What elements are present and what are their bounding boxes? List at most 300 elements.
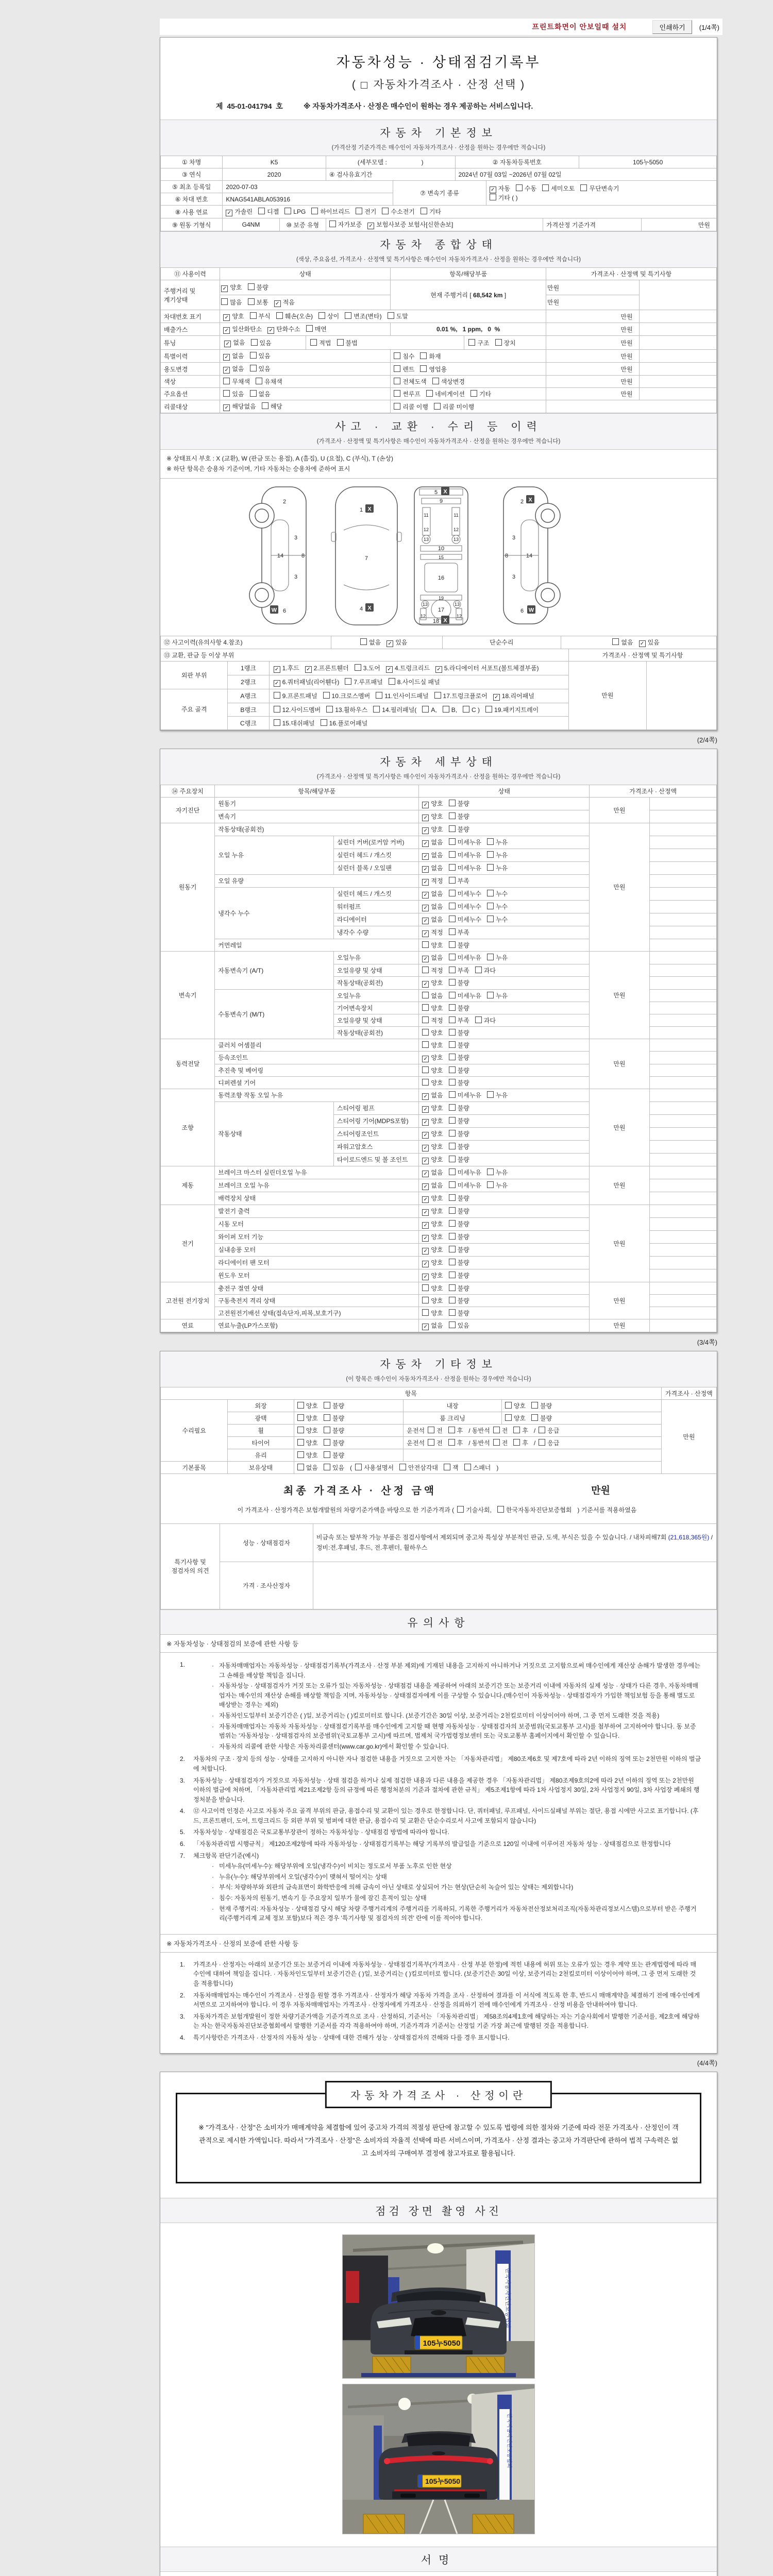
checkbox[interactable]: ✓ xyxy=(267,327,274,334)
checkbox-option[interactable] xyxy=(422,1219,443,1229)
checkbox-option[interactable] xyxy=(310,338,331,347)
checkbox[interactable] xyxy=(449,812,456,819)
checkbox[interactable]: ✓ xyxy=(422,1158,429,1164)
checkbox-option[interactable] xyxy=(475,1016,496,1025)
checkbox-option[interactable] xyxy=(223,377,250,386)
checkbox-option[interactable] xyxy=(449,1296,469,1305)
checkbox-option[interactable] xyxy=(612,638,633,647)
checkbox[interactable] xyxy=(449,1284,456,1291)
checkbox[interactable] xyxy=(449,941,456,948)
checkbox[interactable] xyxy=(420,365,427,372)
checkbox[interactable] xyxy=(449,1029,456,1036)
checkbox-option[interactable] xyxy=(457,1505,492,1515)
checkbox[interactable] xyxy=(516,184,523,191)
checkbox[interactable] xyxy=(449,1079,456,1086)
checkbox-option[interactable] xyxy=(221,283,242,292)
checkbox-option[interactable] xyxy=(449,812,469,821)
checkbox[interactable] xyxy=(297,1451,304,1458)
checkbox[interactable]: ✓ xyxy=(422,1056,429,1062)
checkbox-option[interactable] xyxy=(449,953,481,962)
checkbox[interactable] xyxy=(449,1194,456,1201)
checkbox[interactable]: ✓ xyxy=(422,981,429,988)
checkbox-option[interactable] xyxy=(432,377,465,386)
checkbox[interactable] xyxy=(355,1464,362,1470)
checkbox[interactable] xyxy=(449,825,456,832)
checkbox-option[interactable] xyxy=(262,402,282,411)
checkbox[interactable] xyxy=(324,1427,330,1433)
checkbox[interactable] xyxy=(251,339,258,346)
checkbox[interactable] xyxy=(422,1309,429,1316)
checkbox[interactable] xyxy=(448,1427,455,1433)
checkbox-option[interactable] xyxy=(250,364,271,373)
checkbox-option[interactable] xyxy=(448,1426,463,1435)
checkbox-option[interactable] xyxy=(449,876,469,885)
checkbox[interactable] xyxy=(326,706,333,713)
checkbox[interactable] xyxy=(394,352,400,359)
checkbox[interactable] xyxy=(487,1181,494,1188)
checkbox-option[interactable] xyxy=(388,312,408,320)
checkbox-option[interactable] xyxy=(449,1207,469,1215)
checkbox-option[interactable] xyxy=(449,889,481,898)
checkbox[interactable] xyxy=(274,692,280,699)
checkbox-option[interactable] xyxy=(449,1168,481,1177)
checkbox[interactable]: ✓ xyxy=(221,285,228,292)
checkbox[interactable] xyxy=(449,1041,456,1048)
checkbox[interactable] xyxy=(490,194,496,200)
checkbox-option[interactable] xyxy=(449,1116,469,1125)
checkbox-option[interactable] xyxy=(394,377,426,386)
checkbox-option[interactable] xyxy=(448,1438,463,1447)
checkbox[interactable] xyxy=(394,390,400,397)
checkbox[interactable] xyxy=(422,706,429,713)
checkbox[interactable]: ✓ xyxy=(422,1324,429,1330)
checkbox-option[interactable] xyxy=(422,863,443,873)
checkbox[interactable] xyxy=(468,339,475,346)
checkbox-option[interactable] xyxy=(505,1401,526,1410)
checkbox[interactable] xyxy=(449,1272,456,1278)
checkbox-option[interactable] xyxy=(420,365,447,374)
checkbox-option[interactable] xyxy=(223,389,244,398)
checkbox[interactable]: ✓ xyxy=(386,666,393,673)
print-notice[interactable]: 프린트화면이 안보일때 설치 xyxy=(532,23,627,31)
checkbox-option[interactable] xyxy=(226,207,253,216)
checkbox-option[interactable] xyxy=(422,825,443,834)
checkbox-option[interactable] xyxy=(422,966,443,975)
checkbox-option[interactable] xyxy=(639,638,660,647)
checkbox[interactable]: ✓ xyxy=(422,1119,429,1126)
checkbox[interactable] xyxy=(487,916,494,922)
checkbox[interactable]: ✓ xyxy=(223,354,230,361)
checkbox[interactable] xyxy=(449,928,456,935)
checkbox-option[interactable] xyxy=(449,1053,469,1062)
checkbox-option[interactable] xyxy=(449,1041,469,1049)
checkbox-option[interactable] xyxy=(422,1181,443,1190)
checkbox[interactable] xyxy=(449,838,456,845)
print-button[interactable]: 인쇄하기 xyxy=(652,20,692,34)
checkbox-option[interactable] xyxy=(470,389,491,398)
checkbox[interactable] xyxy=(449,890,456,896)
checkbox-option[interactable] xyxy=(422,978,443,988)
checkbox[interactable] xyxy=(329,221,336,227)
checkbox[interactable] xyxy=(449,916,456,922)
checkbox-option[interactable] xyxy=(464,1463,491,1472)
checkbox[interactable]: ✓ xyxy=(422,918,429,924)
checkbox-option[interactable] xyxy=(434,691,488,700)
checkbox[interactable]: ✓ xyxy=(422,866,429,873)
checkbox-option[interactable] xyxy=(386,638,407,647)
checkbox[interactable]: ✓ xyxy=(226,210,232,216)
checkbox[interactable] xyxy=(297,1439,304,1446)
checkbox[interactable]: ✓ xyxy=(422,1209,429,1216)
checkbox[interactable]: ✓ xyxy=(422,1132,429,1139)
checkbox[interactable] xyxy=(422,1016,429,1023)
checkbox-option[interactable] xyxy=(422,1321,443,1330)
checkbox-option[interactable] xyxy=(422,851,443,860)
checkbox[interactable]: ✓ xyxy=(422,815,429,821)
checkbox-option[interactable] xyxy=(274,664,299,673)
checkbox[interactable] xyxy=(513,1427,520,1433)
checkbox[interactable] xyxy=(262,402,268,409)
checkbox[interactable] xyxy=(323,692,330,699)
checkbox-option[interactable] xyxy=(487,915,508,924)
checkbox-option[interactable] xyxy=(487,1091,508,1099)
checkbox-option[interactable] xyxy=(422,991,443,1000)
checkbox-option[interactable] xyxy=(248,298,268,307)
checkbox[interactable] xyxy=(505,1414,512,1421)
checkbox[interactable]: ✓ xyxy=(274,666,280,673)
checkbox-option[interactable] xyxy=(422,928,443,937)
checkbox-option[interactable] xyxy=(422,1016,443,1025)
checkbox-option[interactable] xyxy=(449,1194,469,1202)
checkbox-option[interactable] xyxy=(422,1245,443,1255)
checkbox[interactable] xyxy=(422,1066,429,1073)
checkbox[interactable] xyxy=(297,1464,304,1470)
checkbox[interactable]: ✓ xyxy=(422,930,429,937)
checkbox-option[interactable] xyxy=(251,338,272,347)
checkbox-option[interactable] xyxy=(531,1401,552,1410)
checkbox-option[interactable] xyxy=(449,991,481,1000)
checkbox[interactable]: ✓ xyxy=(490,187,496,193)
checkbox-option[interactable] xyxy=(324,1426,344,1435)
checkbox[interactable] xyxy=(470,390,477,397)
checkbox-option[interactable] xyxy=(468,338,489,347)
checkbox-option[interactable] xyxy=(487,838,508,846)
checkbox[interactable] xyxy=(531,1402,538,1409)
checkbox-option[interactable] xyxy=(580,184,619,193)
checkbox[interactable] xyxy=(373,706,380,713)
checkbox[interactable] xyxy=(345,678,351,685)
checkbox-option[interactable] xyxy=(267,325,300,334)
checkbox-option[interactable] xyxy=(449,825,469,834)
checkbox[interactable] xyxy=(475,967,482,973)
checkbox[interactable] xyxy=(420,352,427,359)
checkbox[interactable] xyxy=(487,851,494,858)
checkbox-option[interactable] xyxy=(422,1155,443,1164)
checkbox[interactable] xyxy=(256,378,262,384)
checkbox[interactable] xyxy=(505,1402,512,1409)
checkbox-option[interactable] xyxy=(434,402,474,411)
checkbox[interactable] xyxy=(434,403,441,410)
checkbox-option[interactable] xyxy=(449,1155,469,1164)
checkbox[interactable] xyxy=(487,954,494,960)
checkbox-option[interactable] xyxy=(487,953,508,962)
checkbox-option[interactable] xyxy=(311,207,350,216)
checkbox-option[interactable] xyxy=(223,325,262,334)
checkbox[interactable] xyxy=(376,692,382,699)
checkbox[interactable]: ✓ xyxy=(422,827,429,834)
checkbox-option[interactable] xyxy=(422,1309,443,1317)
checkbox-option[interactable] xyxy=(421,207,441,216)
checkbox-option[interactable] xyxy=(422,1168,443,1177)
checkbox-option[interactable] xyxy=(224,338,245,347)
checkbox[interactable] xyxy=(487,838,494,845)
checkbox[interactable] xyxy=(449,1104,456,1111)
checkbox[interactable] xyxy=(449,800,456,806)
checkbox[interactable] xyxy=(250,365,257,371)
checkbox-option[interactable] xyxy=(513,1426,528,1435)
checkbox[interactable]: ✓ xyxy=(422,879,429,886)
checkbox[interactable] xyxy=(394,365,400,372)
checkbox-option[interactable] xyxy=(422,876,443,886)
checkbox[interactable] xyxy=(487,890,494,896)
checkbox-option[interactable] xyxy=(274,298,295,307)
checkbox-option[interactable] xyxy=(505,1414,526,1422)
checkbox-option[interactable] xyxy=(324,1451,344,1460)
checkbox-option[interactable] xyxy=(449,1142,469,1151)
checkbox[interactable] xyxy=(324,1464,330,1470)
checkbox[interactable] xyxy=(449,1156,456,1162)
checkbox-option[interactable] xyxy=(297,1414,318,1422)
checkbox[interactable] xyxy=(513,1439,520,1446)
checkbox-option[interactable] xyxy=(449,902,481,911)
checkbox-option[interactable] xyxy=(422,1296,443,1305)
checkbox[interactable] xyxy=(297,1414,304,1421)
checkbox-option[interactable] xyxy=(376,691,428,700)
checkbox[interactable] xyxy=(432,378,439,384)
checkbox[interactable] xyxy=(394,403,400,410)
checkbox[interactable] xyxy=(449,1168,456,1175)
checkbox-option[interactable] xyxy=(337,338,358,347)
checkbox[interactable]: ✓ xyxy=(422,892,429,899)
checkbox[interactable] xyxy=(457,1506,464,1513)
checkbox-option[interactable] xyxy=(422,799,443,808)
checkbox-option[interactable] xyxy=(422,1078,443,1087)
checkbox[interactable] xyxy=(612,638,619,645)
checkbox[interactable] xyxy=(399,1464,406,1470)
checkbox-option[interactable] xyxy=(422,1053,443,1062)
checkbox[interactable] xyxy=(422,992,429,998)
checkbox[interactable] xyxy=(434,692,441,699)
checkbox-option[interactable] xyxy=(422,1091,443,1100)
checkbox[interactable]: ✓ xyxy=(422,1222,429,1229)
checkbox-option[interactable] xyxy=(449,1271,469,1280)
checkbox-option[interactable] xyxy=(297,1401,318,1410)
checkbox[interactable] xyxy=(497,1506,504,1513)
checkbox-option[interactable] xyxy=(422,1194,443,1203)
checkbox[interactable] xyxy=(449,967,456,973)
checkbox-option[interactable] xyxy=(297,1438,318,1447)
checkbox[interactable] xyxy=(449,1233,456,1240)
checkbox[interactable] xyxy=(449,1309,456,1316)
checkbox[interactable] xyxy=(221,298,228,305)
checkbox[interactable] xyxy=(321,719,327,726)
checkbox-option[interactable] xyxy=(389,677,440,686)
checkbox-option[interactable] xyxy=(449,1181,481,1190)
checkbox[interactable] xyxy=(422,1029,429,1036)
checkbox[interactable] xyxy=(493,1427,500,1433)
checkbox-option[interactable] xyxy=(449,799,469,808)
checkbox-option[interactable] xyxy=(449,978,469,987)
checkbox[interactable] xyxy=(428,1427,434,1433)
checkbox-option[interactable] xyxy=(297,1463,318,1472)
checkbox-option[interactable] xyxy=(493,1426,508,1435)
checkbox[interactable]: ✓ xyxy=(422,905,429,911)
checkbox[interactable] xyxy=(487,1168,494,1175)
checkbox-option[interactable] xyxy=(274,705,321,714)
checkbox-option[interactable] xyxy=(422,1066,443,1075)
checkbox-option[interactable] xyxy=(493,1438,508,1447)
checkbox-option[interactable] xyxy=(539,1438,559,1447)
checkbox-option[interactable] xyxy=(422,1129,443,1139)
checkbox-option[interactable] xyxy=(250,389,271,398)
checkbox-option[interactable] xyxy=(284,208,306,215)
checkbox[interactable] xyxy=(487,992,494,998)
checkbox-option[interactable] xyxy=(326,705,367,714)
checkbox-option[interactable] xyxy=(449,1321,469,1330)
checkbox[interactable] xyxy=(487,1091,494,1098)
checkbox[interactable] xyxy=(449,1220,456,1227)
checkbox-option[interactable] xyxy=(250,351,271,360)
checkbox-option[interactable] xyxy=(324,1401,344,1410)
checkbox-option[interactable] xyxy=(449,1219,469,1228)
checkbox-option[interactable] xyxy=(422,1142,443,1151)
checkbox[interactable]: ✓ xyxy=(223,327,230,334)
checkbox-option[interactable] xyxy=(329,220,362,229)
checkbox-option[interactable] xyxy=(449,1028,469,1037)
checkbox-option[interactable] xyxy=(487,902,508,911)
checkbox[interactable]: ✓ xyxy=(386,640,393,647)
checkbox[interactable]: ✓ xyxy=(422,1261,429,1267)
checkbox-option[interactable] xyxy=(356,207,376,216)
checkbox-option[interactable] xyxy=(221,298,242,307)
checkbox[interactable]: ✓ xyxy=(639,640,646,647)
checkbox-option[interactable] xyxy=(324,1438,344,1447)
checkbox-option[interactable] xyxy=(422,1028,443,1037)
checkbox[interactable] xyxy=(223,390,230,397)
checkbox[interactable] xyxy=(324,1402,330,1409)
checkbox-option[interactable] xyxy=(487,851,508,859)
checkbox-option[interactable] xyxy=(449,1091,481,1099)
checkbox[interactable]: ✓ xyxy=(422,1248,429,1255)
checkbox-option[interactable] xyxy=(323,691,371,700)
checkbox-option[interactable] xyxy=(306,325,327,333)
checkbox-option[interactable] xyxy=(449,1129,469,1138)
checkbox[interactable]: ✓ xyxy=(422,1235,429,1242)
checkbox[interactable] xyxy=(274,706,280,713)
checkbox[interactable] xyxy=(449,992,456,998)
checkbox-option[interactable] xyxy=(274,691,317,700)
checkbox[interactable] xyxy=(495,339,502,346)
checkbox[interactable]: ✓ xyxy=(422,1106,429,1113)
checkbox[interactable] xyxy=(580,184,587,191)
checkbox[interactable] xyxy=(422,941,429,948)
checkbox-option[interactable] xyxy=(449,1284,469,1293)
checkbox-option[interactable] xyxy=(394,365,414,374)
checkbox-option[interactable] xyxy=(422,1284,443,1293)
checkbox-option[interactable] xyxy=(449,1004,469,1012)
checkbox-option[interactable] xyxy=(373,705,416,714)
checkbox-option[interactable] xyxy=(422,953,443,962)
checkbox[interactable]: ✓ xyxy=(422,956,429,962)
checkbox[interactable] xyxy=(422,1297,429,1303)
checkbox-option[interactable] xyxy=(449,941,469,950)
checkbox[interactable]: ✓ xyxy=(422,1274,429,1280)
checkbox[interactable] xyxy=(449,1130,456,1137)
checkbox[interactable]: ✓ xyxy=(422,1196,429,1203)
checkbox-option[interactable] xyxy=(422,889,443,899)
checkbox[interactable]: ✓ xyxy=(422,1171,429,1177)
checkbox[interactable] xyxy=(449,851,456,858)
checkbox-option[interactable] xyxy=(487,1168,508,1177)
checkbox[interactable]: ✓ xyxy=(305,666,312,673)
price-select-checkbox[interactable] xyxy=(361,82,367,89)
checkbox[interactable] xyxy=(539,1439,545,1446)
checkbox[interactable] xyxy=(297,1427,304,1433)
checkbox-option[interactable] xyxy=(394,352,414,361)
checkbox-option[interactable] xyxy=(422,812,443,821)
checkbox-option[interactable] xyxy=(422,1004,443,1012)
checkbox-option[interactable] xyxy=(394,402,428,411)
checkbox-option[interactable] xyxy=(487,1181,508,1190)
checkbox-option[interactable] xyxy=(449,1232,469,1241)
checkbox-option[interactable] xyxy=(487,889,508,898)
checkbox-option[interactable] xyxy=(449,1078,469,1087)
checkbox-option[interactable] xyxy=(223,312,244,321)
checkbox[interactable] xyxy=(449,1117,456,1124)
checkbox[interactable] xyxy=(542,184,549,191)
checkbox[interactable] xyxy=(449,1321,456,1328)
checkbox-option[interactable] xyxy=(449,966,469,975)
checkbox-option[interactable] xyxy=(305,664,349,673)
checkbox[interactable] xyxy=(443,706,449,713)
checkbox[interactable] xyxy=(356,208,362,214)
checkbox[interactable] xyxy=(382,208,389,214)
checkbox-option[interactable] xyxy=(258,207,279,216)
checkbox-option[interactable] xyxy=(531,1414,552,1422)
checkbox[interactable]: ✓ xyxy=(223,314,230,321)
checkbox[interactable] xyxy=(449,1246,456,1252)
checkbox-option[interactable] xyxy=(422,1258,443,1267)
checkbox[interactable] xyxy=(394,378,400,384)
checkbox[interactable] xyxy=(250,352,257,359)
checkbox-option[interactable] xyxy=(394,389,421,398)
checkbox[interactable]: ✓ xyxy=(367,223,374,229)
checkbox[interactable] xyxy=(311,208,318,214)
checkbox[interactable]: ✓ xyxy=(223,404,230,411)
checkbox[interactable] xyxy=(449,1181,456,1188)
checkbox-option[interactable] xyxy=(426,389,465,398)
checkbox[interactable] xyxy=(360,638,367,645)
checkbox[interactable] xyxy=(318,312,325,319)
checkbox-option[interactable] xyxy=(422,902,443,911)
checkbox[interactable] xyxy=(337,339,344,346)
checkbox-option[interactable] xyxy=(428,1426,443,1435)
checkbox-option[interactable] xyxy=(345,677,382,686)
checkbox-option[interactable] xyxy=(422,1116,443,1126)
checkbox[interactable] xyxy=(421,208,427,214)
checkbox-option[interactable] xyxy=(463,706,480,714)
checkbox[interactable] xyxy=(487,864,494,871)
